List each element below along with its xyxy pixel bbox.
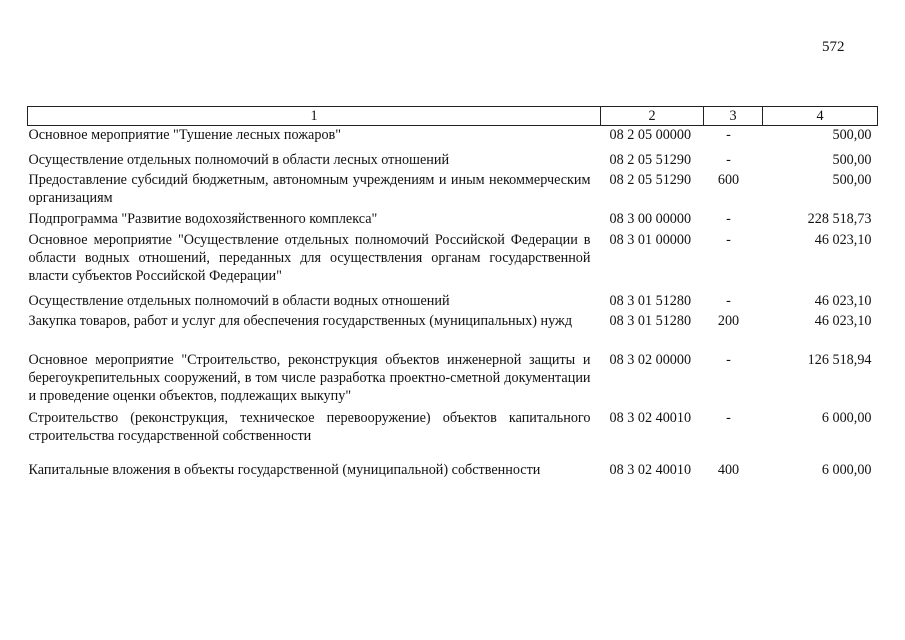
row-code: 08 3 01 51280 xyxy=(609,292,692,309)
table-row xyxy=(28,290,878,312)
row-name: Строительство (реконструкция, техническое перевооружение) объектов капитального строительства государственной собственности xyxy=(28,409,591,444)
row-code: 08 3 01 51280 xyxy=(609,312,692,329)
table-row xyxy=(28,351,878,409)
row-type: - xyxy=(726,292,731,309)
row-name: Закупка товаров, работ и услуг для обеспечения государственных (муниципальных) нужд xyxy=(28,312,573,329)
row-type: - xyxy=(726,409,731,426)
row-amount: 6 000,00 xyxy=(821,461,872,478)
page-number: 572 xyxy=(822,39,845,55)
row-amount: 500,00 xyxy=(832,171,872,188)
table-row xyxy=(28,171,878,210)
header-col-1: 1 xyxy=(28,107,601,126)
header-col-3: 3 xyxy=(704,107,763,126)
table-row xyxy=(28,409,878,461)
table-row xyxy=(28,126,878,147)
header-row xyxy=(28,107,878,126)
row-type: 600 xyxy=(717,171,740,188)
table-body xyxy=(28,126,878,481)
row-amount: 6 000,00 xyxy=(821,409,872,426)
row-code: 08 3 02 40010 xyxy=(609,461,692,478)
row-amount: 46 023,10 xyxy=(814,292,872,309)
row-name: Основное мероприятие "Строительство, реконструкция объектов инженерной защиты и берегоукрепительных сооружений, в том числе разработка проектно-сметной документации и проведение оценки объектов, подлежащих выкупу" xyxy=(28,351,591,404)
table-row xyxy=(28,231,878,290)
table-row xyxy=(28,312,878,351)
row-type: 200 xyxy=(717,312,740,329)
row-amount: 46 023,10 xyxy=(814,231,872,248)
row-amount: 46 023,10 xyxy=(814,312,872,329)
row-type: - xyxy=(726,151,731,168)
row-code: 08 2 05 00000 xyxy=(609,127,692,143)
row-code: 08 3 01 00000 xyxy=(609,231,692,248)
row-amount: 228 518,73 xyxy=(807,210,872,227)
table-header xyxy=(28,107,878,126)
row-name: Подпрограмма "Развитие водохозяйственного комплекса" xyxy=(28,210,378,227)
row-code: 08 2 05 51290 xyxy=(609,151,692,168)
row-name: Осуществление отдельных полномочий в области водных отношений xyxy=(28,292,450,309)
row-type: - xyxy=(726,351,731,368)
row-type: - xyxy=(726,231,731,248)
row-name: Основное мероприятие "Тушение лесных пожаров" xyxy=(28,127,342,143)
row-name: Осуществление отдельных полномочий в области лесных отношений xyxy=(28,151,450,168)
table-row xyxy=(28,461,878,481)
table-row xyxy=(28,147,878,171)
row-code: 08 3 02 00000 xyxy=(609,351,692,368)
row-code: 08 3 00 00000 xyxy=(609,210,692,227)
row-type: - xyxy=(726,127,731,143)
header-col-4: 4 xyxy=(763,107,878,126)
row-amount: 500,00 xyxy=(832,151,872,168)
row-name: Предоставление субсидий бюджетным, автономным учреждениям и иным некоммерческим организациям xyxy=(28,171,591,206)
header-col-2: 2 xyxy=(601,107,704,126)
row-code: 08 3 02 40010 xyxy=(609,409,692,426)
row-type: 400 xyxy=(717,461,740,478)
row-name: Основное мероприятие "Осуществление отдельных полномочий Российской Федерации в области водных отношений, переданных для осуществления органам государственной власти субъектов Российской Федерации" xyxy=(28,231,591,284)
row-code: 08 2 05 51290 xyxy=(609,171,692,188)
row-name: Капитальные вложения в объекты государственной (муниципальной) собственности xyxy=(28,461,541,478)
budget-table xyxy=(27,106,878,481)
row-amount: 126 518,94 xyxy=(807,351,872,368)
row-type: - xyxy=(726,210,731,227)
row-amount: 500,00 xyxy=(832,127,872,143)
table-row xyxy=(28,210,878,231)
